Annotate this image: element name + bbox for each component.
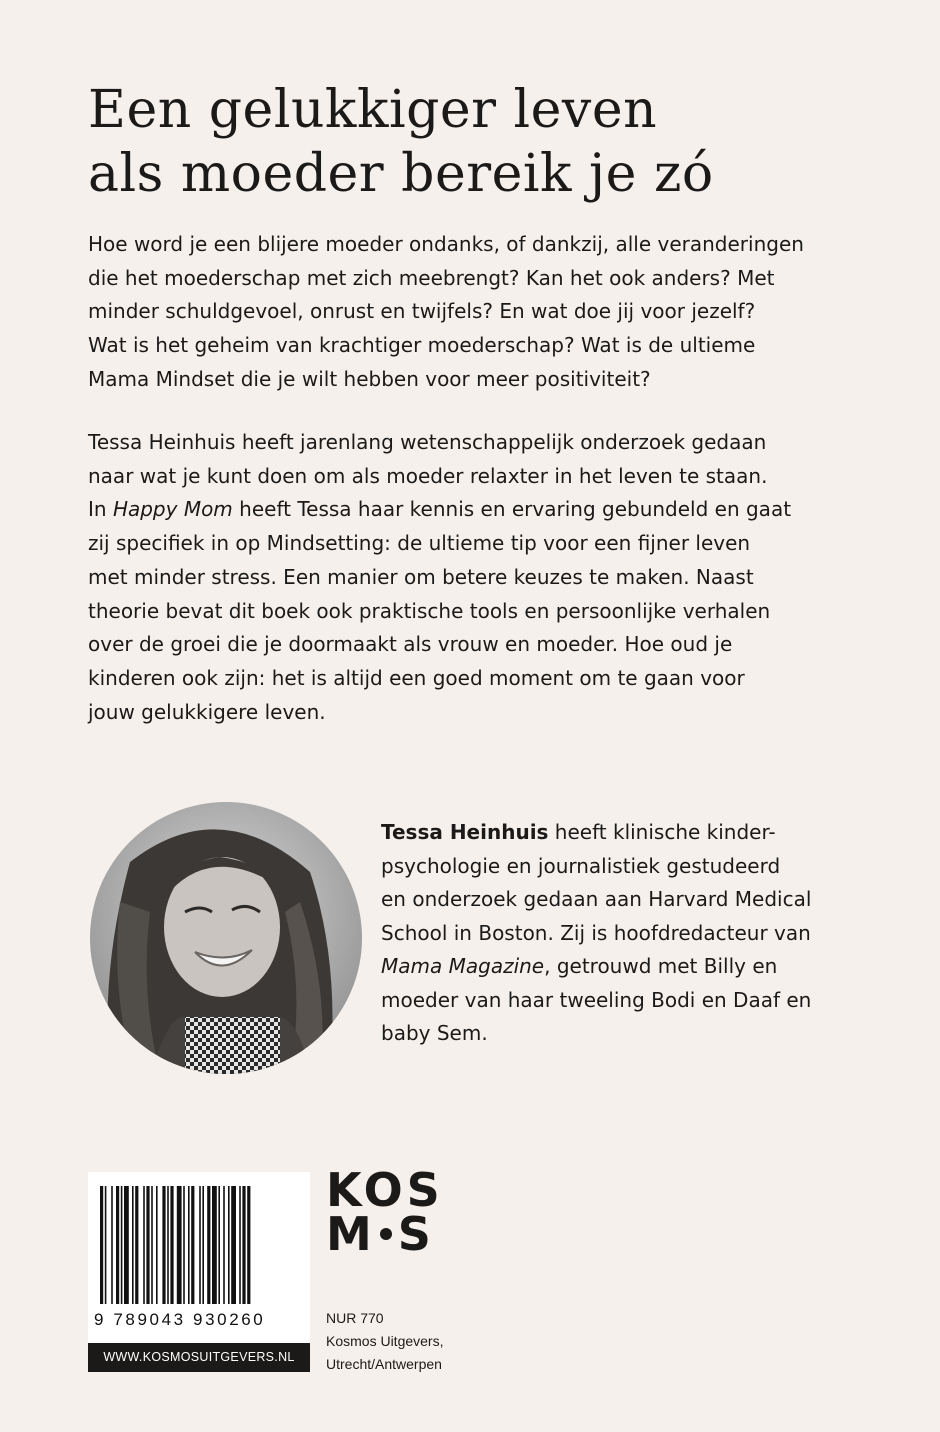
bio-text: , getrouwd met Billy en bbox=[544, 954, 778, 978]
body-text: In bbox=[88, 497, 113, 522]
publisher-name: Kosmos Uitgevers, bbox=[326, 1333, 444, 1349]
logo-dot-icon bbox=[380, 1228, 392, 1240]
magazine-title: Mama Magazine bbox=[381, 954, 545, 978]
logo-row-1: KOS bbox=[326, 1163, 444, 1217]
bio-line: en onderzoek gedaan aan Harvard Medical bbox=[381, 887, 812, 911]
body-line bbox=[88, 493, 863, 527]
body-line: met minder stress. Een manier om betere keuzes te maken. Naast bbox=[88, 564, 754, 589]
author-name: Tessa Heinhuis bbox=[381, 820, 549, 844]
publisher-website: WWW.KOSMOSUITGEVERS.NL bbox=[88, 1343, 310, 1372]
title-line-1: Een gelukkiger leven bbox=[88, 80, 658, 140]
author-portrait-image bbox=[90, 802, 362, 1074]
body-line: Tessa Heinhuis heeft jarenlang wetenschappelijk onderzoek gedaan bbox=[88, 430, 767, 454]
bio-line: moeder van haar tweeling Bodi en Daaf en bbox=[381, 987, 812, 1012]
body-line: zij specifiek in op Mindsetting: de ultieme tip voor een fijner leven bbox=[88, 531, 751, 556]
intro-line: Wat is het geheim van krachtiger moederschap? Wat is de ultieme bbox=[88, 333, 756, 358]
intro-line: minder schuldgevoel, onrust en twijfels? En wat doe jij voor jezelf? bbox=[88, 299, 756, 324]
intro-line: die het moederschap met zich meebrengt? Kan het ook anders? Met bbox=[88, 265, 775, 290]
intro-paragraph bbox=[88, 228, 863, 397]
intro-line: Mama Mindset die je wilt hebben voor meer positiviteit? bbox=[88, 366, 651, 391]
bio-line: baby Sem. bbox=[381, 1021, 488, 1045]
body-line: naar wat je kunt doen om als moeder relaxter in het leven te staan. bbox=[88, 463, 768, 488]
body-line: over de groei die je doormaakt als vrouw en moeder. Hoe oud je bbox=[88, 632, 733, 657]
body-line: theorie bevat dit boek ook praktische tools en persoonlijke verhalen bbox=[88, 598, 771, 623]
bio-text: heeft klinische kinder- bbox=[548, 820, 776, 844]
bio-line bbox=[381, 816, 881, 850]
body-line: kinderen ook zijn: het is altijd een goed moment om te gaan voor bbox=[88, 665, 745, 690]
author-bio bbox=[381, 816, 881, 1051]
intro-line: Hoe word je een blijere moeder ondanks, of dankzij, alle veranderingen bbox=[88, 232, 804, 256]
book-title: Happy Mom bbox=[112, 497, 233, 522]
body-paragraph bbox=[88, 426, 863, 729]
logo-row-2 bbox=[326, 1207, 444, 1261]
barcode bbox=[88, 1172, 310, 1372]
body-line: jouw gelukkigere leven. bbox=[88, 699, 326, 724]
imprint bbox=[326, 1307, 443, 1376]
nur-code: NUR 770 bbox=[326, 1310, 384, 1326]
bio-line: School in Boston. Zij is hoofdredacteur van bbox=[381, 920, 811, 945]
bio-line bbox=[381, 950, 881, 984]
author-photo bbox=[90, 802, 362, 1074]
kosmos-logo bbox=[326, 1163, 444, 1261]
logo-letter: S bbox=[397, 1207, 435, 1261]
body-text: heeft Tessa haar kennis en ervaring gebundeld en gaat bbox=[232, 497, 792, 522]
bio-line: psychologie en journalistiek gestudeerd bbox=[381, 853, 781, 878]
isbn-number: 9 789043 930260 bbox=[94, 1310, 266, 1329]
cover-title bbox=[88, 78, 888, 206]
title-line-2: als moeder bereik je zó bbox=[88, 144, 714, 204]
barcode-bars bbox=[88, 1172, 310, 1312]
publisher-city: Utrecht/Antwerpen bbox=[326, 1356, 442, 1372]
logo-letter: M bbox=[326, 1207, 376, 1261]
